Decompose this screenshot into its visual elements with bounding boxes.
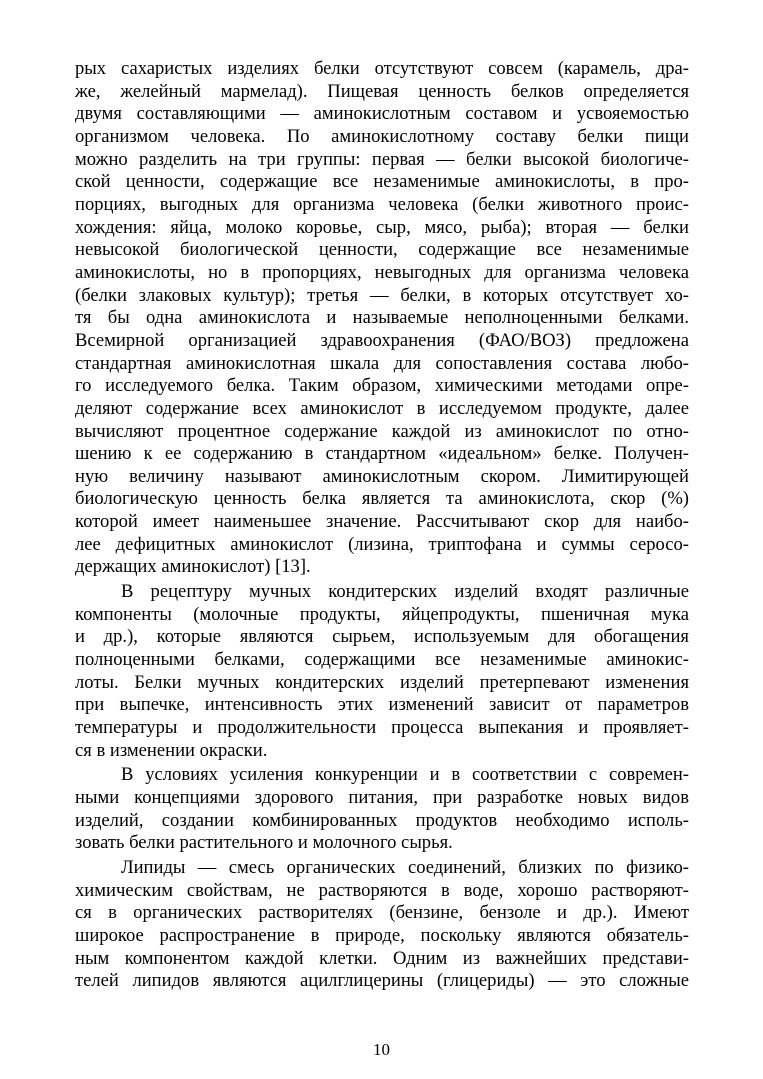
text-line: температуры и продолжительности процесса выпекания и проявляет- [75,717,689,739]
paragraph [75,857,689,993]
text-line: ными концепциями здорового питания, при разработке новых видов [75,787,689,808]
paragraph [75,581,689,762]
text-line: хождения: яйца, молоко коровье, сыр, мясо, рыба); вторая — белки [75,216,689,238]
text-line: деляют содержание всех аминокислот в исследуемом продукте, далее [75,397,689,419]
text-line: химическим свойствам, не растворяются в воде, хорошо растворяют- [75,879,689,901]
text-line: и др.), которые являются сырьем, используемым для обогащения [75,626,689,648]
body-text [75,58,689,993]
text-line: зовать белки растительного и молочного сырья. [75,832,453,854]
text-line: держащих аминокислот) [13]. [75,556,311,578]
text-line: Всемирной организацией здравоохранения (ФАО/ВОЗ) предложена [75,329,689,351]
text-line: тя бы одна аминокислота и называемые неполноценными белками. [75,307,689,329]
text-line: которой имеет наименьшее значение. Рассчитывают скор для наибо- [75,511,689,533]
text-line: ным компонентом каждой клетки. Одним из важнейших представи- [75,947,689,969]
text-line: ся в изменении окраски. [75,739,268,761]
text-line: рых сахаристых изделиях белки отсутствуют совсем (карамель, дра- [75,58,689,79]
text-line: двумя составляющими — аминокислотным составом и усвояемостью [75,103,689,125]
text-line: при выпечке, интенсивность этих изменений зависит от параметров [75,694,689,716]
page-number: 10 [373,1040,390,1059]
text-line: шению к ее содержанию в стандартном «идеальном» белке. Получен- [75,443,689,465]
text-line: невысокой биологической ценности, содержащие все незаменимые [75,239,689,261]
text-line: лоты. Белки мучных кондитерских изделий претерпевают изменения [75,671,689,693]
text-line: ской ценности, содержащие все незаменимые аминокислоты, в про- [75,171,689,193]
paragraph [75,764,689,855]
text-line: изделий, создании комбинированных продуктов необходимо исполь- [75,809,689,831]
text-line: (белки злаковых культур); третья — белки, в которых отсутствует хо- [75,284,689,306]
text-line: компоненты (молочные продукты, яйцепродукты, пшеничная мука [75,603,689,625]
text-line: биологическую ценность белка является та аминокислота, скор (%) [75,488,689,510]
text-line: стандартная аминокислотная шкала для сопоставления состава любо- [75,352,689,374]
text-line: организмом человека. По аминокислотному составу белки пищи [75,125,689,147]
text-line: телей липидов являются ацилглицерины (глицериды) — это сложные [75,970,689,992]
text-line: В условиях усиления конкуренции и в соответствии с современ- [121,764,689,786]
text-line: же, желейный мармелад). Пищевая ценность белков определяется [75,80,689,102]
text-line: можно разделить на три группы: первая — белки высокой биологиче- [75,148,689,170]
text-line: аминокислоты, но в пропорциях, невыгодных для организма человека [75,261,689,283]
text-line: полноценными белками, содержащими все незаменимые аминокис- [75,649,689,671]
text-line: ную величину называют аминокислотным скором. Лимитирующей [75,465,689,487]
text-line: ся в органических растворителях (бензине, бензоле и др.). Имеют [75,902,689,924]
text-line: лее дефицитных аминокислот (лизина, триптофана и суммы серосо- [75,533,689,555]
text-line: вычисляют процентное содержание каждой из аминокислот по отно- [75,420,689,442]
paragraph [75,58,689,579]
text-line: го исследуемого белка. Таким образом, химическими методами опре- [75,375,689,397]
text-line: широкое распространение в природе, поскольку являются обязатель- [75,924,689,946]
text-line: порциях, выгодных для организма человека (белки животного проис- [75,193,689,215]
text-line: Липиды — смесь органических соединений, близких по физико- [121,856,689,878]
text-line: В рецептуру мучных кондитерских изделий входят различные [121,581,689,603]
